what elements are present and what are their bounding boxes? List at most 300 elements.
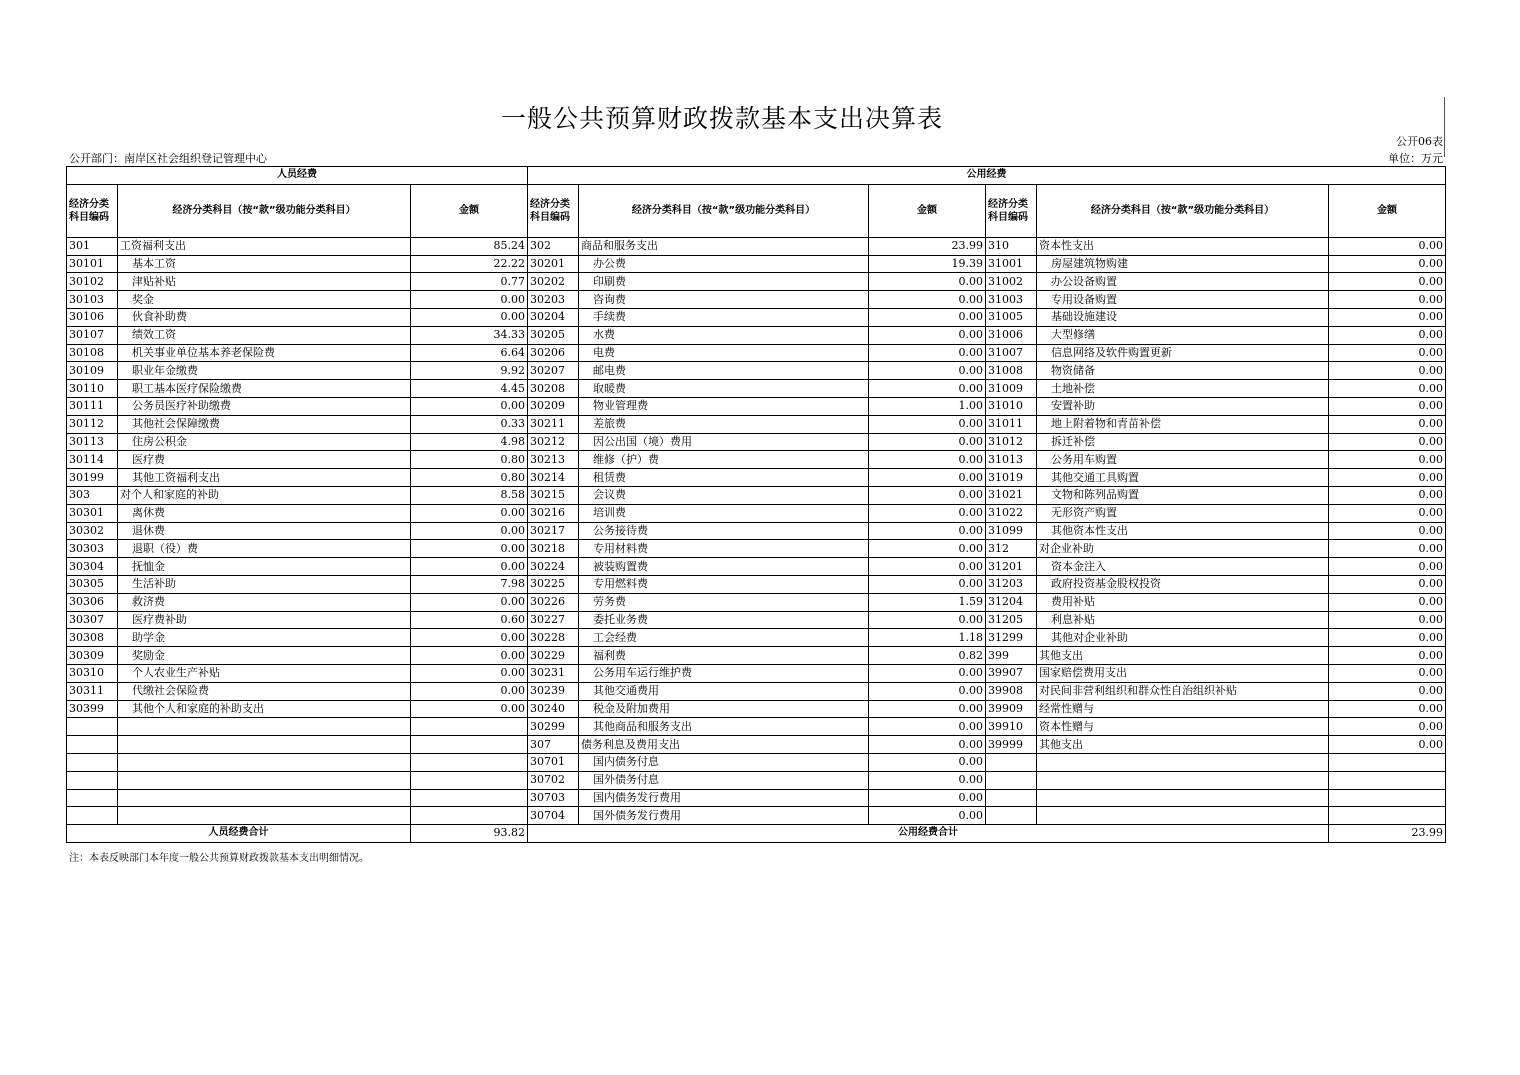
item-amount [411,718,528,736]
item-code: 30310 [67,664,118,682]
item-code: 31019 [986,469,1037,487]
item-code: 30214 [528,469,579,487]
item-code: 30205 [528,326,579,344]
table-row [67,736,1446,754]
item-code: 39907 [986,664,1037,682]
item-name: 税金及附加费用 [579,700,869,718]
item-name: 专用设备购置 [1037,291,1329,309]
item-name: 资本金注入 [1037,558,1329,576]
item-code [986,771,1037,789]
item-amount: 0.00 [1329,255,1446,273]
unit-label: 单位：万元 [1388,152,1443,165]
table-row [67,664,1446,682]
item-code: 31003 [986,291,1037,309]
item-amount [411,807,528,825]
table-row [67,718,1446,736]
item-name: 邮电费 [579,362,869,380]
table-row [67,451,1446,469]
item-amount: 0.33 [411,415,528,433]
item-name: 个人农业生产补贴 [118,664,411,682]
item-name [118,753,411,771]
item-code: 30227 [528,611,579,629]
table-row [67,682,1446,700]
table-row [67,469,1446,487]
item-name: 被装购置费 [579,558,869,576]
item-name: 水费 [579,326,869,344]
item-code: 30303 [67,540,118,558]
item-amount: 0.00 [1329,504,1446,522]
item-name: 劳务费 [579,593,869,611]
item-name: 绩效工资 [118,326,411,344]
item-code: 307 [528,736,579,754]
item-amount: 0.00 [1329,380,1446,398]
item-amount: 0.00 [1329,486,1446,504]
item-amount: 0.00 [869,344,986,362]
item-code: 30231 [528,664,579,682]
item-amount: 0.00 [869,736,986,754]
item-name: 资本性赠与 [1037,718,1329,736]
item-amount [411,789,528,807]
item-name: 差旅费 [579,415,869,433]
item-name: 其他支出 [1037,647,1329,665]
item-name: 公务接待费 [579,522,869,540]
item-code [67,718,118,736]
item-name: 公务用车购置 [1037,451,1329,469]
header-code: 经济分类科目编码 [67,184,118,237]
item-code: 31013 [986,451,1037,469]
item-name: 拆迁补偿 [1037,433,1329,451]
item-name: 对民间非营利组织和群众性自治组织补贴 [1037,682,1329,700]
item-name: 其他对企业补助 [1037,629,1329,647]
item-name: 职业年金缴费 [118,362,411,380]
item-amount: 0.00 [411,397,528,415]
item-name: 其他社会保障缴费 [118,415,411,433]
public-total-label: 公用经费合计 [528,825,1329,843]
item-amount: 0.00 [1329,291,1446,309]
item-code: 30212 [528,433,579,451]
item-code: 30309 [67,647,118,665]
table-row [67,629,1446,647]
item-amount: 0.00 [869,611,986,629]
item-name: 工资福利支出 [118,237,411,255]
item-code: 30213 [528,451,579,469]
item-amount [1329,753,1446,771]
item-code: 30208 [528,380,579,398]
item-name: 其他个人和家庭的补助支出 [118,700,411,718]
item-code: 31005 [986,308,1037,326]
item-name: 生活补助 [118,575,411,593]
item-amount: 0.00 [1329,647,1446,665]
item-amount: 0.00 [869,415,986,433]
item-name: 奖励金 [118,647,411,665]
form-number: 公开06表 [1396,135,1443,148]
item-name: 医疗费 [118,451,411,469]
item-amount: 0.00 [1329,700,1446,718]
table-row [67,540,1446,558]
item-amount: 0.00 [869,326,986,344]
item-name: 利息补贴 [1037,611,1329,629]
expenditure-table [66,166,1446,843]
item-code: 30306 [67,593,118,611]
item-name: 专用材料费 [579,540,869,558]
item-amount: 0.00 [869,380,986,398]
table-row [67,237,1446,255]
item-code: 30239 [528,682,579,700]
item-amount: 0.00 [1329,629,1446,647]
item-amount: 0.00 [869,540,986,558]
item-code: 30399 [67,700,118,718]
item-amount: 0.00 [1329,558,1446,576]
item-code: 31006 [986,326,1037,344]
item-code: 30311 [67,682,118,700]
item-code: 31009 [986,380,1037,398]
item-amount: 0.00 [869,807,986,825]
item-code: 30201 [528,255,579,273]
table-row [67,273,1446,291]
item-amount: 0.00 [1329,736,1446,754]
item-name: 债务利息及费用支出 [579,736,869,754]
item-amount: 0.00 [1329,718,1446,736]
item-code: 302 [528,237,579,255]
item-name: 对个人和家庭的补助 [118,486,411,504]
item-amount: 0.00 [869,700,986,718]
item-name: 安置补助 [1037,397,1329,415]
item-name [1037,753,1329,771]
item-name: 津贴补贴 [118,273,411,291]
item-code: 30703 [528,789,579,807]
item-code: 30225 [528,575,579,593]
item-amount [411,753,528,771]
section-personnel: 人员经费 [67,167,528,185]
item-amount: 0.00 [411,308,528,326]
table-row [67,380,1446,398]
item-amount: 0.00 [1329,664,1446,682]
item-code: 30109 [67,362,118,380]
item-name: 伙食补助费 [118,308,411,326]
item-name: 退休费 [118,522,411,540]
item-code: 31002 [986,273,1037,291]
header-name: 经济分类科目（按“款”级功能分类科目） [579,184,869,237]
item-code [67,753,118,771]
table-row [67,397,1446,415]
item-name [118,718,411,736]
item-code: 30199 [67,469,118,487]
item-code: 31099 [986,522,1037,540]
item-code: 30701 [528,753,579,771]
item-code: 30304 [67,558,118,576]
item-amount: 0.00 [869,433,986,451]
item-code: 39909 [986,700,1037,718]
item-code: 31205 [986,611,1037,629]
item-name: 委托业务费 [579,611,869,629]
header-code: 经济分类科目编码 [528,184,579,237]
item-name: 房屋建筑物购建 [1037,255,1329,273]
item-amount: 4.98 [411,433,528,451]
item-amount: 0.00 [1329,326,1446,344]
table-row [67,255,1446,273]
item-code: 31021 [986,486,1037,504]
item-amount: 0.00 [869,718,986,736]
item-amount: 0.00 [411,700,528,718]
item-amount: 23.99 [869,237,986,255]
item-name: 办公设备购置 [1037,273,1329,291]
item-amount: 0.00 [411,682,528,700]
table-row [67,807,1446,825]
item-name: 商品和服务支出 [579,237,869,255]
item-amount: 0.00 [1329,611,1446,629]
item-name: 公务用车运行维护费 [579,664,869,682]
item-code: 30307 [67,611,118,629]
item-code: 30216 [528,504,579,522]
header-name: 经济分类科目（按“款”级功能分类科目） [118,184,411,237]
section-public: 公用经费 [528,167,1446,185]
item-amount: 22.22 [411,255,528,273]
item-amount: 0.00 [869,664,986,682]
item-code: 30209 [528,397,579,415]
item-amount: 0.00 [869,558,986,576]
item-name: 取暖费 [579,380,869,398]
item-amount: 0.00 [1329,522,1446,540]
item-code: 30305 [67,575,118,593]
table-row [67,647,1446,665]
item-code: 30107 [67,326,118,344]
item-amount: 0.00 [1329,362,1446,380]
item-amount: 0.00 [1329,308,1446,326]
page-title: 一般公共预算财政拨款基本支出决算表 [500,104,943,133]
item-amount: 0.00 [869,273,986,291]
item-amount: 6.64 [411,344,528,362]
item-code: 39999 [986,736,1037,754]
item-name: 其他资本性支出 [1037,522,1329,540]
item-code: 39908 [986,682,1037,700]
item-amount: 0.00 [869,771,986,789]
item-amount: 1.18 [869,629,986,647]
item-amount: 0.80 [411,451,528,469]
table-row [67,486,1446,504]
item-name: 物资储备 [1037,362,1329,380]
item-code: 399 [986,647,1037,665]
item-name: 土地补偿 [1037,380,1329,398]
item-amount: 0.00 [411,629,528,647]
item-code: 31201 [986,558,1037,576]
item-code: 30202 [528,273,579,291]
item-code: 31299 [986,629,1037,647]
item-amount: 85.24 [411,237,528,255]
item-code: 30103 [67,291,118,309]
item-amount: 8.58 [411,486,528,504]
item-code: 31001 [986,255,1037,273]
item-code: 31203 [986,575,1037,593]
item-code: 30302 [67,522,118,540]
item-code: 30704 [528,807,579,825]
item-code: 30110 [67,380,118,398]
item-amount: 0.00 [411,593,528,611]
personnel-total-amount: 93.82 [411,825,528,843]
item-code [986,789,1037,807]
item-code: 301 [67,237,118,255]
item-amount: 0.00 [411,647,528,665]
item-code: 30301 [67,504,118,522]
item-code: 30308 [67,629,118,647]
item-code: 30113 [67,433,118,451]
public-total-amount: 23.99 [1329,825,1446,843]
page-edge-line [1444,97,1445,157]
item-code: 30218 [528,540,579,558]
item-code: 31007 [986,344,1037,362]
item-amount: 0.00 [869,469,986,487]
item-code: 31012 [986,433,1037,451]
item-name: 离休费 [118,504,411,522]
item-name: 无形资产购置 [1037,504,1329,522]
item-name: 其他交通费用 [579,682,869,700]
item-name: 国家赔偿费用支出 [1037,664,1329,682]
item-amount: 0.00 [869,789,986,807]
item-amount: 0.77 [411,273,528,291]
item-amount: 0.00 [411,664,528,682]
item-code: 30226 [528,593,579,611]
item-amount: 0.00 [1329,593,1446,611]
item-code: 31008 [986,362,1037,380]
department-label: 公开部门：南岸区社会组织登记管理中心 [69,152,267,165]
item-code: 30228 [528,629,579,647]
item-name: 其他工资福利支出 [118,469,411,487]
item-name: 国外债务付息 [579,771,869,789]
item-name: 国内债务发行费用 [579,789,869,807]
item-amount: 0.00 [411,558,528,576]
item-name: 工会经费 [579,629,869,647]
item-amount: 0.00 [869,504,986,522]
item-name: 专用燃料费 [579,575,869,593]
item-name: 办公费 [579,255,869,273]
item-name: 物业管理费 [579,397,869,415]
table-row [67,522,1446,540]
item-name: 地上附着物和青苗补偿 [1037,415,1329,433]
item-name: 文物和陈列品购置 [1037,486,1329,504]
item-name: 培训费 [579,504,869,522]
table-row [67,700,1446,718]
item-amount: 7.98 [411,575,528,593]
item-amount: 0.00 [1329,540,1446,558]
item-amount: 0.80 [411,469,528,487]
item-amount: 4.45 [411,380,528,398]
item-amount: 0.00 [1329,433,1446,451]
item-amount: 0.00 [1329,469,1446,487]
item-code: 30203 [528,291,579,309]
item-name: 对企业补助 [1037,540,1329,558]
item-code: 30206 [528,344,579,362]
item-amount: 0.00 [869,308,986,326]
item-code: 30108 [67,344,118,362]
header-amount: 金额 [411,184,528,237]
item-code [986,753,1037,771]
item-name [1037,789,1329,807]
item-code: 30112 [67,415,118,433]
item-name: 职工基本医疗保险缴费 [118,380,411,398]
table-row [67,504,1446,522]
table-row [67,789,1446,807]
item-code [67,771,118,789]
item-code: 30702 [528,771,579,789]
table-row [67,558,1446,576]
item-name: 资本性支出 [1037,237,1329,255]
item-amount: 0.00 [869,522,986,540]
item-amount: 0.00 [1329,237,1446,255]
item-name: 公务员医疗补助缴费 [118,397,411,415]
item-amount: 0.00 [1329,397,1446,415]
item-name: 会议费 [579,486,869,504]
item-code: 31010 [986,397,1037,415]
item-code: 30207 [528,362,579,380]
item-name: 其他支出 [1037,736,1329,754]
item-name: 电费 [579,344,869,362]
item-amount: 0.00 [411,504,528,522]
item-name: 其他交通工具购置 [1037,469,1329,487]
item-name: 咨询费 [579,291,869,309]
item-amount: 0.00 [869,451,986,469]
item-name: 大型修缮 [1037,326,1329,344]
item-name: 维修（护）费 [579,451,869,469]
item-amount: 0.00 [1329,415,1446,433]
item-code: 39910 [986,718,1037,736]
item-name: 经常性赠与 [1037,700,1329,718]
item-amount: 0.00 [411,540,528,558]
item-name: 退职（役）费 [118,540,411,558]
item-amount: 0.00 [1329,575,1446,593]
item-code: 30106 [67,308,118,326]
item-name [1037,807,1329,825]
item-name [118,736,411,754]
item-amount: 0.00 [1329,344,1446,362]
item-code: 30204 [528,308,579,326]
item-amount: 0.00 [411,291,528,309]
item-amount: 0.00 [869,575,986,593]
item-code: 30101 [67,255,118,273]
item-code: 30299 [528,718,579,736]
item-amount: 0.00 [869,486,986,504]
item-name: 因公出国（境）费用 [579,433,869,451]
item-amount: 19.39 [869,255,986,273]
item-name [118,789,411,807]
item-name: 助学金 [118,629,411,647]
table-row [67,344,1446,362]
item-code: 30224 [528,558,579,576]
item-name: 信息网络及软件购置更新 [1037,344,1329,362]
table-row [67,291,1446,309]
item-amount: 0.00 [869,753,986,771]
item-code: 30102 [67,273,118,291]
header-code: 经济分类科目编码 [986,184,1037,237]
header-amount: 金额 [1329,184,1446,237]
item-amount: 1.00 [869,397,986,415]
item-code [67,736,118,754]
item-code: 31022 [986,504,1037,522]
table-row [67,326,1446,344]
table-row [67,433,1446,451]
item-name: 政府投资基金股权投资 [1037,575,1329,593]
item-name: 手续费 [579,308,869,326]
item-code: 31011 [986,415,1037,433]
item-code: 310 [986,237,1037,255]
table-row [67,308,1446,326]
item-amount: 0.00 [1329,273,1446,291]
item-amount: 0.60 [411,611,528,629]
item-code: 30211 [528,415,579,433]
item-name: 其他商品和服务支出 [579,718,869,736]
item-name: 印刷费 [579,273,869,291]
item-name: 租赁费 [579,469,869,487]
personnel-total-label: 人员经费合计 [67,825,411,843]
item-code: 30215 [528,486,579,504]
